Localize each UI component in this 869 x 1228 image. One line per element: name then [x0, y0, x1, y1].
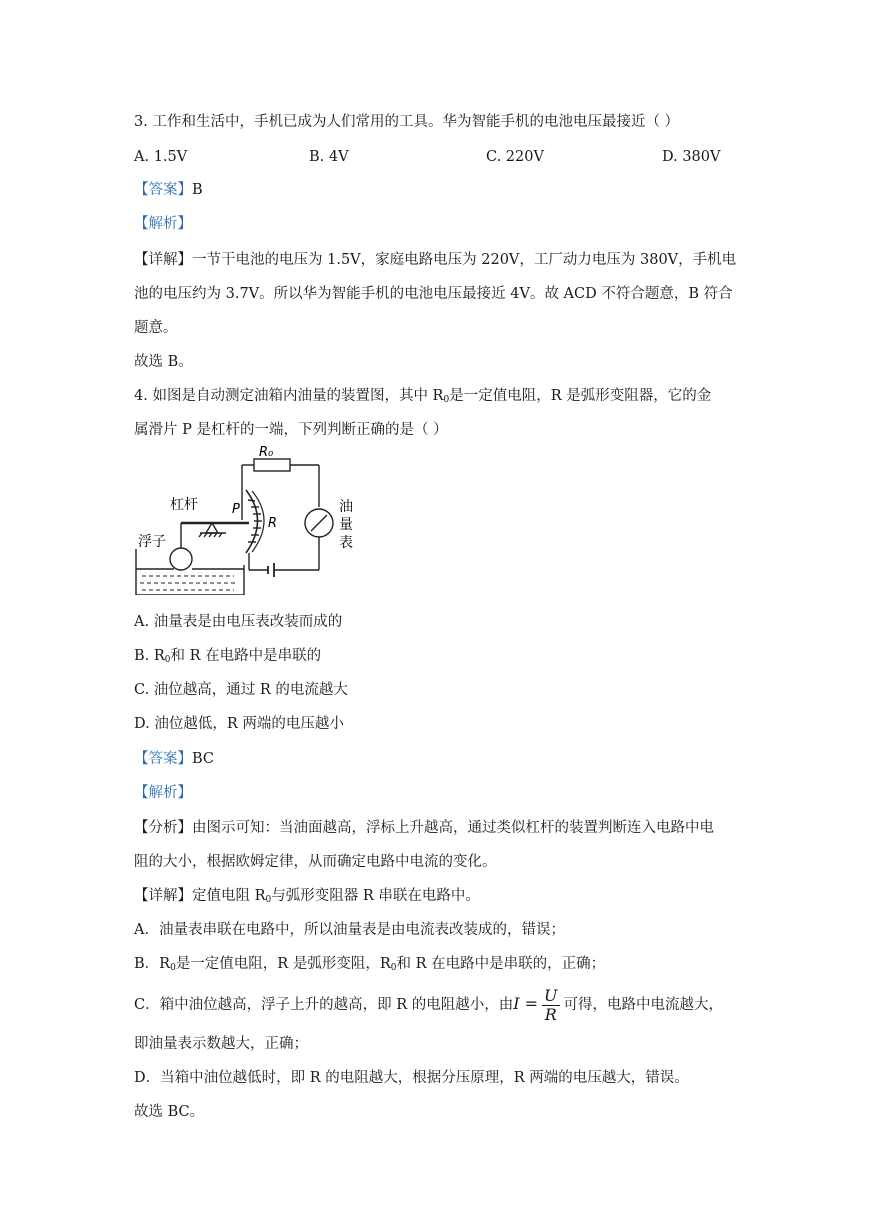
q3-detail-line3: 题意。	[134, 320, 178, 336]
q3-detail-line2: 池的电压约为 3.7V。所以华为智能手机的电池电压最接近 4V。故 ACD 不符合题意，B 符合	[134, 286, 733, 302]
q4-detail-c: C．箱中油位越高，浮子上升的越高，即 R 的电阻越小，由I = $\frac{U}{R}$ 可得，电路中电流越大，	[134, 985, 724, 1024]
figure-label-float: 浮子	[138, 534, 166, 550]
answer-value: BC	[192, 751, 215, 767]
q3-option-c: C. 220V	[486, 149, 544, 165]
q4-analysis-tag: 【解析】	[134, 785, 192, 801]
q3-option-a: A. 1.5V	[134, 149, 188, 165]
ohms-law-lhs: I =	[513, 994, 539, 1013]
q3-detail-line1: 【详解】一节干电池的电压为 1.5V，家庭电路电压为 220V，工厂动力电压为 380V，手机电	[134, 252, 737, 268]
q4-stem-line1: 4. 如图是自动测定油箱内油量的装置图，其中 $R_0$是一定值电阻，R 是弧形变阻器，它的金	[134, 388, 712, 405]
oil-gauge-circuit-figure	[134, 445, 364, 595]
q4-stem-line2: 属滑片 P 是杠杆的一端，下列判断正确的是（ ）	[134, 422, 448, 438]
q4-conclusion: 故选 BC。	[134, 1104, 205, 1120]
q4-option-d: D. 油位越低，R 两端的电压越小	[134, 716, 344, 732]
q4-option-c: C. 油位越高，通过 R 的电流越大	[134, 682, 348, 698]
q4-answer	[134, 749, 214, 769]
q4-detail-b: B．$R_0$是一定值电阻，R 是弧形变阻，$R_0$和 R 在电路中是串联的，正确；	[134, 956, 606, 973]
ohms-law-fraction: $\frac{U}{R}$	[544, 985, 558, 1024]
answer-tag: 【答案】	[134, 751, 192, 767]
q4-detail-d: D．当箱中油位越低时，即 R 的电阻越大，根据分压原理，R 两端的电压越大，错误。	[134, 1070, 689, 1086]
r0-resistor	[254, 459, 290, 471]
q4-fenxi-line1: 【分析】由图示可知：当油面越高，浮标上升越高，通过类似杠杆的装置判断连入电路中电	[134, 820, 714, 836]
float-ball	[170, 548, 192, 570]
q4-fenxi-line2: 阻的大小，根据欧姆定律，从而确定电路中电流的变化。	[134, 854, 497, 870]
figure-label-meter-1: 油	[339, 499, 353, 515]
q3-option-b: B. 4V	[309, 149, 349, 165]
figure-label-meter-2: 量	[339, 517, 353, 533]
q4-detail-c-line2: 即油量表示数越大，正确；	[134, 1036, 308, 1052]
figure-label-lever: 杠杆	[170, 497, 198, 513]
q3-answer	[134, 180, 203, 200]
q4-detail-a: A．油量表串联在电路中，所以油量表是由电流表改装成的，错误；	[134, 922, 565, 938]
q3-option-d: D. 380V	[662, 149, 721, 165]
figure-label-p: P	[232, 502, 240, 517]
q4-option-b: B. $R_0$和 R 在电路中是串联的	[134, 648, 322, 665]
figure-label-r0: R₀	[259, 445, 274, 460]
figure-label-meter-3: 表	[339, 535, 353, 551]
q3-stem: 3. 工作和生活中，手机已成为人们常用的工具。华为智能手机的电池电压最接近（ ）	[134, 114, 680, 130]
answer-tag: 【答案】	[134, 182, 192, 198]
q3-conclusion: 故选 B。	[134, 354, 193, 370]
figure-label-r: R	[268, 516, 278, 531]
answer-value: B	[192, 182, 203, 198]
q4-option-a: A. 油量表是由电压表改装而成的	[134, 614, 343, 630]
detail-tag: 【详解】	[134, 252, 192, 268]
q3-analysis-tag: 【解析】	[134, 216, 192, 232]
q4-detail-intro: 【详解】定值电阻 $R_0$与弧形变阻器 R 串联在电路中。	[134, 888, 480, 905]
